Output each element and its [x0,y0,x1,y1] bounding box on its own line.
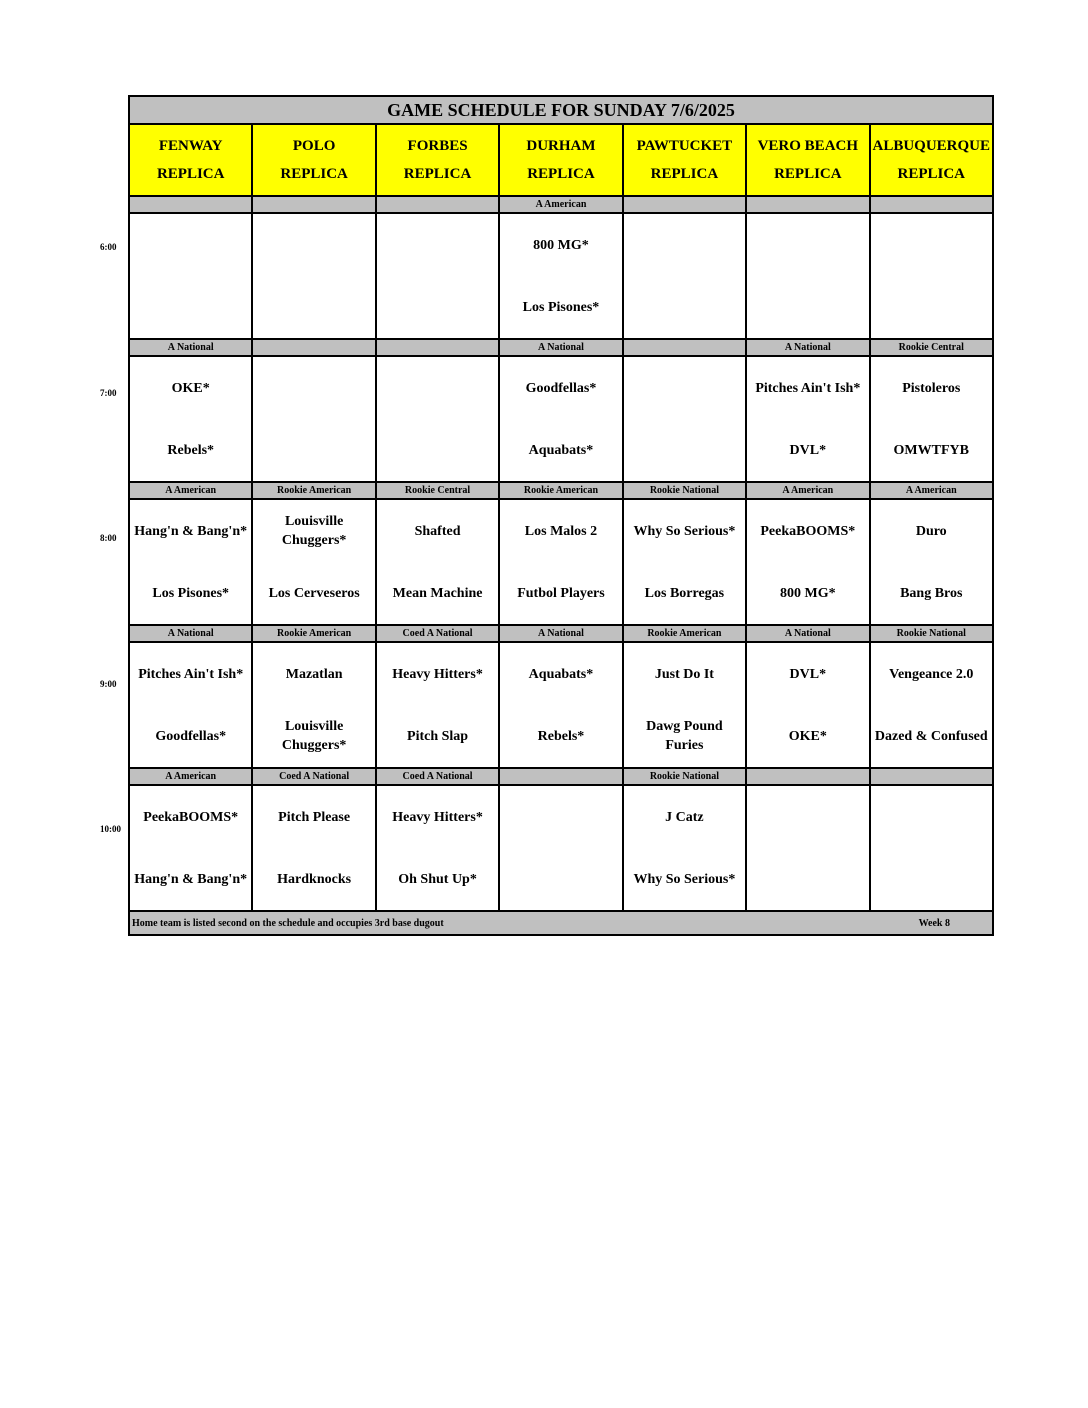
matchup [624,214,745,338]
game-cell [499,499,622,625]
division-label: Rookie National [623,768,746,785]
game-cell [746,499,869,625]
away-team [871,214,992,276]
field-name: ALBUQUERQUE [872,138,991,154]
field-name: VERO BEACH [757,138,859,154]
home-team [500,848,621,910]
division-label [252,339,375,356]
field-type: REPLICA [650,166,719,182]
away-team: PeekaBOOMS* [143,809,239,825]
division-row [129,482,993,499]
matchup [500,500,621,624]
field-header [499,124,622,196]
footer-content [130,918,992,929]
away-team [377,357,498,419]
schedule-table [128,95,994,936]
division-label: A National [499,339,622,356]
division-label [376,339,499,356]
home-team [871,276,992,338]
home-team: 800 MG* [780,585,836,601]
away-team: Duro [915,523,947,539]
matchup [130,214,251,338]
game-cell [129,213,252,339]
matchup [377,643,498,767]
game-cell [870,642,993,768]
game-row [129,213,993,339]
home-team: Los Pisones* [152,585,230,601]
game-cell [129,499,252,625]
game-cell [746,356,869,482]
matchup [253,643,374,767]
game-cell [376,499,499,625]
game-cell [623,642,746,768]
division-label: A National [129,625,252,642]
game-cell [746,213,869,339]
division-label: A American [746,482,869,499]
division-row [129,339,993,356]
game-cell [499,785,622,911]
field-type: REPLICA [774,166,842,182]
away-team [377,214,498,276]
division-label [499,768,622,785]
game-cell [129,642,252,768]
matchup [500,643,621,767]
field-header [129,124,252,196]
field-type: REPLICA [280,166,348,182]
game-cell [376,213,499,339]
time-label: 8:00 [100,533,117,543]
away-team: Goodfellas* [525,380,597,396]
away-team [130,214,251,276]
matchup [253,357,374,481]
matchup [377,357,498,481]
matchup [747,643,868,767]
home-team: Los Pisones* [522,299,600,315]
week-label: Week 8 [918,917,950,929]
home-team: OKE* [788,728,827,744]
away-team [624,214,745,276]
game-cell [623,499,746,625]
home-team [253,419,374,481]
away-team [500,786,621,848]
page-title: GAME SCHEDULE FOR SUNDAY 7/6/2025 [129,96,993,124]
field-header [376,124,499,196]
matchup [871,786,992,910]
away-team: OKE* [171,380,210,396]
home-team: Louisville Chuggers* [281,719,347,753]
away-team [871,786,992,848]
field-header-row [129,124,993,196]
game-row [129,785,993,911]
matchup [500,786,621,910]
away-team: Vengeance 2.0 [889,666,974,682]
matchup [500,214,621,338]
matchup [747,214,868,338]
game-cell [376,785,499,911]
home-team: Oh Shut Up* [398,871,477,887]
game-cell [623,356,746,482]
division-label: A American [499,196,622,213]
home-team: OMWTFYB [893,442,969,458]
field-name: DURHAM [526,138,596,154]
division-label: A National [129,339,252,356]
away-team: Louisville Chuggers* [281,514,347,548]
away-team: Shafted [414,523,461,539]
division-label [870,196,993,213]
away-team: Mazatlan [285,666,343,682]
home-team: Pitch Slap [407,728,469,744]
game-cell [623,785,746,911]
field-name: POLO [292,138,336,154]
home-team: Dawg Pound Furies [646,719,723,753]
game-cell [623,213,746,339]
division-label: Coed A National [252,768,375,785]
game-cell [376,642,499,768]
division-label [252,196,375,213]
matchup [871,214,992,338]
home-team: Hang'n & Bang'n* [134,871,248,887]
matchup [871,357,992,481]
home-team: Bang Bros [900,585,963,601]
game-cell [129,785,252,911]
field-name: FORBES [407,138,468,154]
matchup [377,500,498,624]
matchup [253,786,374,910]
home-team [624,276,745,338]
game-row [129,356,993,482]
time-label: 9:00 [100,679,117,689]
away-team: Pitch Please [278,809,351,825]
away-team [253,214,374,276]
matchup [624,786,745,910]
division-row [129,196,993,213]
away-team: Pitches Ain't Ish* [755,380,861,396]
away-team: Hang'n & Bang'n* [134,523,248,539]
matchup [253,214,374,338]
field-name: PAWTUCKET [636,138,733,154]
game-cell [746,785,869,911]
matchup [130,357,251,481]
home-team [871,848,992,910]
matchup [624,643,745,767]
home-team: Rebels* [167,442,215,458]
division-row [129,625,993,642]
matchup [253,500,374,624]
home-team [377,419,498,481]
away-team: Los Malos 2 [524,523,598,539]
home-team: Mean Machine [392,585,483,601]
away-team: Aquabats* [528,666,594,682]
away-team: Pistoleros [902,380,961,396]
home-team: Why So Serious* [633,871,736,887]
matchup [747,357,868,481]
division-label: Rookie American [252,482,375,499]
division-label [746,196,869,213]
division-label: Rookie American [499,482,622,499]
home-team: Rebels* [537,728,585,744]
game-row [129,499,993,625]
game-cell [252,642,375,768]
division-label [746,768,869,785]
game-cell [252,213,375,339]
division-label: A American [129,768,252,785]
home-team [253,276,374,338]
game-cell [499,213,622,339]
matchup [747,786,868,910]
field-header [746,124,869,196]
home-team [130,276,251,338]
field-header [870,124,993,196]
division-label: A National [499,625,622,642]
title-row [129,96,993,124]
home-team [747,848,868,910]
division-label: A National [746,625,869,642]
game-cell [252,785,375,911]
matchup [377,214,498,338]
game-cell [499,356,622,482]
time-label: 7:00 [100,388,117,398]
division-label [870,768,993,785]
matchup [377,786,498,910]
away-team: Pitches Ain't Ish* [138,666,244,682]
away-team: PeekaBOOMS* [760,523,856,539]
division-label [623,196,746,213]
away-team: J Catz [665,809,704,825]
game-cell [870,499,993,625]
division-label: Rookie Central [870,339,993,356]
home-team: Los Cerveseros [268,585,360,601]
division-label: Rookie National [623,482,746,499]
away-team [253,357,374,419]
division-label: Coed A National [376,625,499,642]
matchup [130,643,251,767]
division-label: A American [870,482,993,499]
field-header [252,124,375,196]
home-team: Dazed & Confused [874,728,988,744]
footer [129,911,993,935]
division-label [129,196,252,213]
home-team: Los Borregas [644,585,725,601]
away-team [747,786,868,848]
matchup [624,357,745,481]
home-team [377,276,498,338]
field-header [623,124,746,196]
matchup [500,357,621,481]
game-cell [376,356,499,482]
home-team: Aquabats* [528,442,594,458]
field-type: REPLICA [403,166,472,182]
away-team: Heavy Hitters* [392,666,483,682]
division-label [376,196,499,213]
away-team: Just Do It [654,666,714,682]
division-label: Rookie National [870,625,993,642]
game-cell [252,499,375,625]
footer-note: Home team is listed second on the schedule and occupies 3rd base dugout [132,917,444,929]
away-team: Heavy Hitters* [392,809,483,825]
division-label: A American [129,482,252,499]
division-row [129,768,993,785]
division-label: Rookie Central [376,482,499,499]
time-label: 10:00 [100,824,121,834]
away-team: 800 MG* [533,237,589,253]
matchup [747,500,868,624]
away-team [747,214,868,276]
division-label: Rookie American [623,625,746,642]
home-team [624,419,745,481]
division-label: A National [746,339,869,356]
away-team: Why So Serious* [633,523,736,539]
matchup [871,643,992,767]
home-team: DVL* [789,442,827,458]
away-team [624,357,745,419]
game-cell [870,213,993,339]
home-team: Hardknocks [277,871,352,887]
home-team: Futbol Players [517,585,605,601]
game-cell [870,785,993,911]
game-cell [252,356,375,482]
field-type: REPLICA [897,166,966,182]
matchup [130,500,251,624]
division-label: Rookie American [252,625,375,642]
field-name: FENWAY [158,138,223,154]
time-label: 6:00 [100,242,117,252]
field-type: REPLICA [156,166,225,182]
division-label [623,339,746,356]
away-team: DVL* [789,666,827,682]
game-row [129,642,993,768]
game-cell [499,642,622,768]
game-cell [129,356,252,482]
division-label: Coed A National [376,768,499,785]
matchup [130,786,251,910]
footer-row [129,911,993,935]
matchup [624,500,745,624]
home-team: Goodfellas* [155,728,227,744]
field-type: REPLICA [527,166,595,182]
game-cell [746,642,869,768]
home-team [747,276,868,338]
game-cell [870,356,993,482]
matchup [871,500,992,624]
